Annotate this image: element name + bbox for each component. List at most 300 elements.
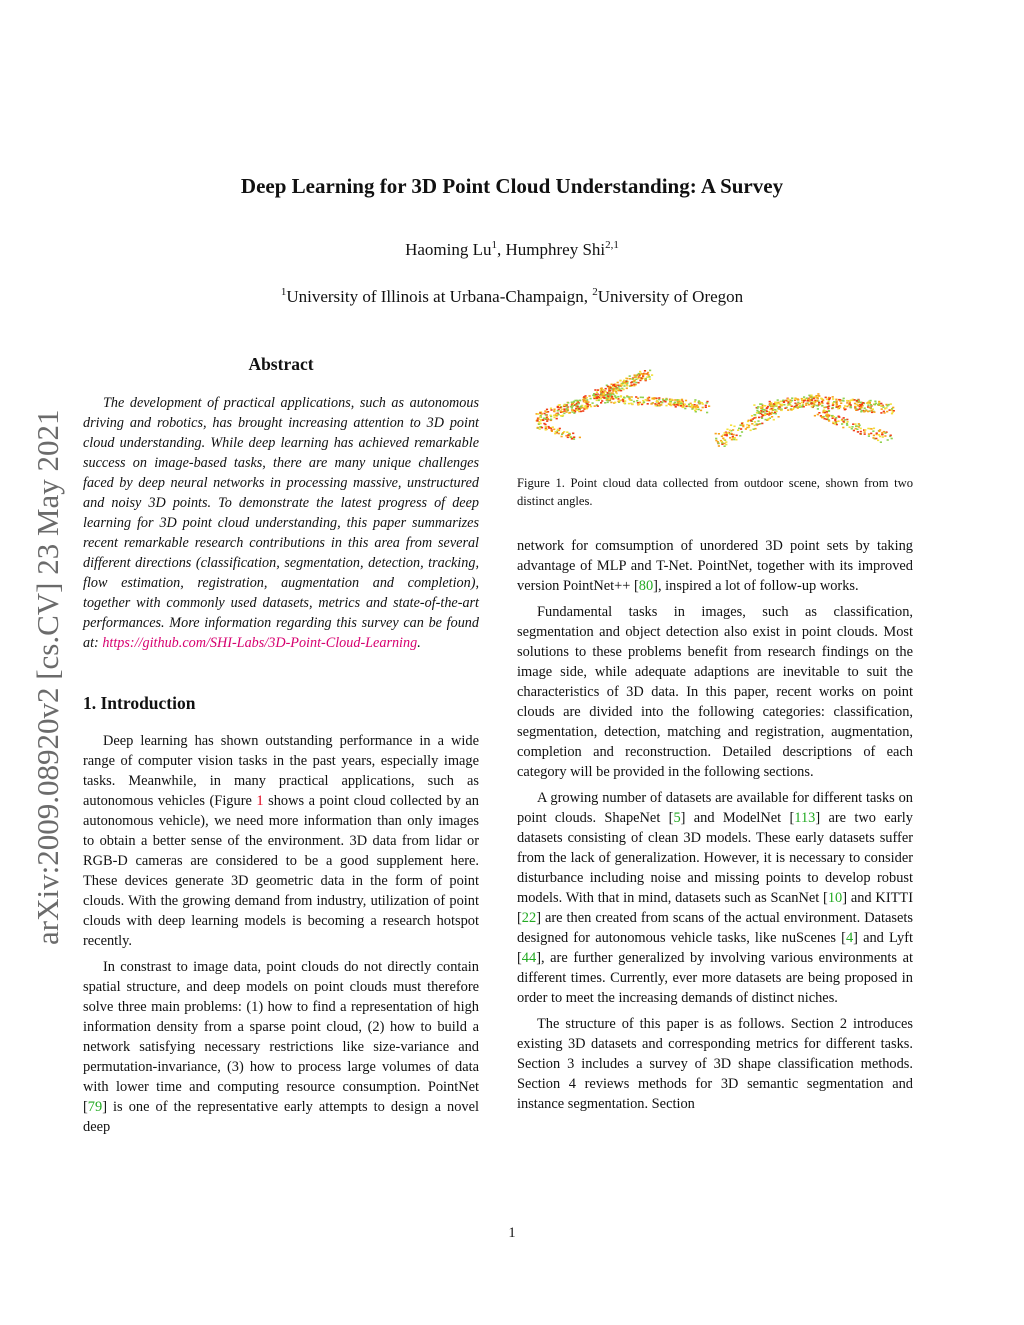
point-cloud-point <box>691 408 693 410</box>
point-cloud-point <box>636 400 638 402</box>
point-cloud-point <box>768 411 770 413</box>
point-cloud-point <box>578 408 580 410</box>
point-cloud-point <box>826 403 828 405</box>
point-cloud-point <box>612 384 614 386</box>
point-cloud-point <box>583 408 585 410</box>
point-cloud-point <box>784 407 786 409</box>
github-link[interactable]: https://github.com/SHI-Labs/3D-Point-Cloud-Learning <box>102 635 418 651</box>
point-cloud-point <box>629 375 631 377</box>
point-cloud-point <box>860 406 862 408</box>
point-cloud-point <box>541 427 543 429</box>
point-cloud-point <box>750 430 752 432</box>
point-cloud-point <box>573 436 575 438</box>
point-cloud-point <box>725 444 727 446</box>
point-cloud-point <box>843 417 845 419</box>
point-cloud-point <box>796 405 798 407</box>
point-cloud-point <box>607 386 609 388</box>
point-cloud-point <box>649 378 651 380</box>
point-cloud-point <box>540 415 542 417</box>
point-cloud-point <box>878 431 880 433</box>
point-cloud-point <box>805 403 807 405</box>
point-cloud-point <box>620 390 622 392</box>
point-cloud-point <box>881 408 883 410</box>
point-cloud-point <box>658 399 660 401</box>
point-cloud-point <box>633 401 635 403</box>
point-cloud-point <box>766 408 768 410</box>
point-cloud-point <box>833 416 835 418</box>
point-cloud-point <box>838 416 840 418</box>
point-cloud-point <box>844 405 846 407</box>
point-cloud-point <box>675 406 677 408</box>
point-cloud-point <box>630 403 632 405</box>
point-cloud-point <box>807 400 809 402</box>
point-cloud-point <box>573 438 575 440</box>
point-cloud-point <box>601 400 603 402</box>
point-cloud-point <box>631 378 633 380</box>
point-cloud-point <box>655 405 657 407</box>
point-cloud-point <box>888 404 890 406</box>
point-cloud-point <box>547 418 549 420</box>
point-cloud-point <box>661 402 663 404</box>
point-cloud-point <box>628 398 630 400</box>
point-cloud-point <box>586 397 588 399</box>
point-cloud-point <box>718 443 720 445</box>
point-cloud-point <box>758 417 760 419</box>
point-cloud-point <box>617 388 619 390</box>
point-cloud-point <box>648 400 650 402</box>
point-cloud-point <box>614 390 616 392</box>
point-cloud-point <box>737 429 739 431</box>
point-cloud-point <box>846 419 848 421</box>
point-cloud-point <box>809 400 811 402</box>
point-cloud-point <box>781 410 783 412</box>
point-cloud-point <box>611 396 613 398</box>
point-cloud-point <box>774 409 776 411</box>
text-run: network for comsumption of unordered 3D point sets by taking advantage of MLP and T-Net. PointNet, together with its improved version PointNet++ [ <box>517 538 913 594</box>
point-cloud-point <box>753 414 755 416</box>
point-cloud-point <box>852 423 854 425</box>
point-cloud-point <box>859 433 861 435</box>
citation-link[interactable]: 5 <box>673 810 681 826</box>
point-cloud-point <box>794 399 796 401</box>
point-cloud-point <box>839 406 841 408</box>
point-cloud-point <box>649 370 651 372</box>
point-cloud-point <box>559 407 561 409</box>
point-cloud-point <box>655 398 657 400</box>
point-cloud-point <box>876 432 878 434</box>
point-cloud-point <box>769 401 771 403</box>
point-cloud-point <box>543 413 545 415</box>
affiliation: University of Illinois at Urbana-Champaign, <box>286 287 593 306</box>
point-cloud-point <box>630 382 632 384</box>
point-cloud-point <box>685 400 687 402</box>
figure-ref-link[interactable]: 1 <box>256 793 264 809</box>
point-cloud-point <box>624 400 626 402</box>
text-run: ], inspired a lot of follow-up works. <box>653 578 859 594</box>
point-cloud-point <box>628 403 630 405</box>
point-cloud-point <box>811 406 813 408</box>
point-cloud-point <box>638 373 640 375</box>
point-cloud-point <box>566 408 568 410</box>
point-cloud-point <box>613 388 615 390</box>
point-cloud-point <box>810 403 812 405</box>
point-cloud-point <box>684 408 686 410</box>
point-cloud-point <box>638 403 640 405</box>
author-list <box>0 240 1024 260</box>
point-cloud-point <box>539 412 541 414</box>
point-cloud-point <box>756 423 758 425</box>
point-cloud-point <box>768 418 770 420</box>
point-cloud-point <box>694 399 696 401</box>
point-cloud-point <box>580 411 582 413</box>
point-cloud-point <box>678 399 680 401</box>
point-cloud-point <box>618 385 620 387</box>
point-cloud-point <box>790 401 792 403</box>
figure-1 <box>517 360 913 456</box>
point-cloud-point <box>616 393 618 395</box>
citation-link[interactable]: 10 <box>827 890 843 906</box>
point-cloud-point <box>797 403 799 405</box>
point-cloud-point <box>544 418 546 420</box>
point-cloud-point <box>853 430 855 432</box>
point-cloud-point <box>550 408 552 410</box>
point-cloud-point <box>879 436 881 438</box>
point-cloud-point <box>691 406 693 408</box>
point-cloud-point <box>592 402 594 404</box>
point-cloud-point <box>563 408 565 410</box>
point-cloud-point <box>608 390 610 392</box>
point-cloud-point <box>849 403 851 405</box>
text-run: A growing number of datasets are available for different tasks on point clouds. ShapeNet [ <box>517 790 913 826</box>
point-cloud-point <box>696 405 698 407</box>
point-cloud-point <box>562 432 564 434</box>
point-cloud-point <box>558 404 560 406</box>
point-cloud-point <box>690 403 692 405</box>
point-cloud-point <box>603 396 605 398</box>
point-cloud-point <box>647 372 649 374</box>
point-cloud-point <box>850 407 852 409</box>
point-cloud-point <box>697 406 699 408</box>
point-cloud-point <box>824 412 826 414</box>
point-cloud-point <box>596 397 598 399</box>
point-cloud-point <box>856 408 858 410</box>
right-column <box>517 360 913 1120</box>
point-cloud-point <box>754 421 756 423</box>
point-cloud-point <box>834 423 836 425</box>
point-cloud-point <box>552 426 554 428</box>
point-cloud-point <box>642 400 644 402</box>
point-cloud-point <box>721 436 723 438</box>
point-cloud-point <box>605 395 607 397</box>
point-cloud-point <box>558 414 560 416</box>
point-cloud-point <box>860 402 862 404</box>
point-cloud-point <box>546 409 548 411</box>
point-cloud-point <box>844 419 846 421</box>
point-cloud-point <box>846 402 848 404</box>
point-cloud-point <box>623 385 625 387</box>
point-cloud-point <box>856 429 858 431</box>
point-cloud-point <box>608 399 610 401</box>
point-cloud-point <box>883 412 885 414</box>
point-cloud-point <box>603 393 605 395</box>
point-cloud-point <box>807 398 809 400</box>
point-cloud-point <box>870 428 872 430</box>
point-cloud-point <box>540 420 542 422</box>
right-paragraph-4: The structure of this paper is as follows. Section 2 introduces existing 3D datasets and corresponding metrics for different tasks. Section 3 includes a survey of 3D shape classification methods. Section 4 reviews methods for 3D semantic segmentation and instance segmentation. Section <box>517 1016 913 1112</box>
point-cloud-point <box>567 402 569 404</box>
point-cloud-point <box>822 417 824 419</box>
point-cloud-point <box>748 425 750 427</box>
point-cloud-point <box>657 401 659 403</box>
point-cloud-point <box>871 410 873 412</box>
point-cloud-point <box>601 387 603 389</box>
point-cloud-point <box>739 424 741 426</box>
point-cloud-point <box>854 403 856 405</box>
intro-paragraph-1 <box>83 731 479 951</box>
point-cloud-point <box>846 424 848 426</box>
point-cloud-point <box>872 430 874 432</box>
point-cloud-point <box>538 421 540 423</box>
point-cloud-point <box>721 443 723 445</box>
point-cloud-point <box>846 400 848 402</box>
point-cloud-point <box>536 420 538 422</box>
point-cloud-point <box>878 434 880 436</box>
author-name: Humphrey Shi <box>505 240 606 259</box>
point-cloud-point <box>841 423 843 425</box>
point-cloud-point <box>832 422 834 424</box>
point-cloud-point <box>589 404 591 406</box>
point-cloud-point <box>882 436 884 438</box>
point-cloud-point <box>884 435 886 437</box>
point-cloud-point <box>729 433 731 435</box>
point-cloud-point <box>698 400 700 402</box>
point-cloud-point <box>836 401 838 403</box>
point-cloud-point <box>877 440 879 442</box>
point-cloud-point <box>817 393 819 395</box>
point-cloud-point <box>875 403 877 405</box>
point-cloud-point <box>600 398 602 400</box>
point-cloud-point <box>775 413 777 415</box>
point-cloud-point <box>756 408 758 410</box>
point-cloud-point <box>805 404 807 406</box>
point-cloud-point <box>639 402 641 404</box>
point-cloud-point <box>771 408 773 410</box>
point-cloud-point <box>892 407 894 409</box>
point-cloud-point <box>794 406 796 408</box>
point-cloud-point <box>810 395 812 397</box>
affiliation: University of Oregon <box>597 287 744 306</box>
point-cloud-point <box>839 400 841 402</box>
point-cloud-point <box>756 412 758 414</box>
point-cloud-point <box>826 411 828 413</box>
point-cloud-point <box>623 397 625 399</box>
point-cloud-point <box>670 405 672 407</box>
point-cloud-point <box>870 400 872 402</box>
point-cloud-point <box>622 399 624 401</box>
point-cloud-point <box>832 398 834 400</box>
citation-link[interactable]: 80 <box>638 578 654 594</box>
citation-link[interactable]: 22 <box>521 910 537 926</box>
point-cloud-point <box>615 391 617 393</box>
point-cloud-point <box>537 427 539 429</box>
point-cloud-point <box>537 413 539 415</box>
point-cloud-point <box>715 433 717 435</box>
point-cloud-point <box>671 399 673 401</box>
point-cloud-point <box>778 416 780 418</box>
point-cloud-point <box>645 378 647 380</box>
point-cloud-point <box>780 401 782 403</box>
point-cloud-point <box>724 434 726 436</box>
point-cloud-point <box>573 410 575 412</box>
abstract-body: The development of practical applications, such as autonomous driving and robotics, has brought increasing attention to 3D point cloud understanding. While deep learning has achieved remarkable success on image-based tasks, there are many unique challenges faced by deep neural networks in processing massive, unstructured and noisy 3D points. To demonstrate the latest progress of deep learning for 3D point cloud understanding, this paper summarizes recent remarkable research contributions in this area from several different directions (classification, segmentation, detection, tracking, flow estimation, registration, augmentation and completion), together with commonly used datasets, metrics and state-of-the-art performances. More information regarding this survey can be found at: <box>83 395 479 651</box>
point-cloud-point <box>791 397 793 399</box>
point-cloud-point <box>617 382 619 384</box>
arxiv-identifier: arXiv:2009.08920v2 [cs.CV] 23 May 2021 <box>30 409 65 945</box>
point-cloud-point <box>829 398 831 400</box>
point-cloud-point <box>884 408 886 410</box>
author-separator: , <box>497 240 506 259</box>
point-cloud-point <box>561 411 563 413</box>
point-cloud-point <box>542 419 544 421</box>
point-cloud-point <box>586 407 588 409</box>
point-cloud-point <box>753 417 755 419</box>
point-cloud-point <box>706 402 708 404</box>
point-cloud-point <box>868 433 870 435</box>
point-cloud-point <box>681 399 683 401</box>
point-cloud-point <box>619 380 621 382</box>
point-cloud-point <box>725 441 727 443</box>
point-cloud-point <box>698 409 700 411</box>
point-cloud-point <box>818 395 820 397</box>
point-cloud-point <box>555 431 557 433</box>
point-cloud-point <box>676 404 678 406</box>
point-cloud-point <box>811 399 813 401</box>
point-cloud-point <box>857 431 859 433</box>
point-cloud-point <box>556 414 558 416</box>
point-cloud-point <box>556 418 558 420</box>
point-cloud-point <box>626 382 628 384</box>
point-cloud-point <box>870 404 872 406</box>
point-cloud-point <box>637 398 639 400</box>
point-cloud-point <box>789 404 791 406</box>
point-cloud-point <box>801 402 803 404</box>
right-paragraph-1 <box>517 536 913 596</box>
point-cloud-point <box>642 397 644 399</box>
point-cloud-point <box>849 426 851 428</box>
point-cloud-point <box>611 392 613 394</box>
point-cloud-point <box>754 425 756 427</box>
point-cloud-point <box>870 433 872 435</box>
point-cloud-point <box>813 401 815 403</box>
point-cloud-point <box>790 409 792 411</box>
point-cloud-point <box>878 401 880 403</box>
left-column <box>83 354 479 1143</box>
text-run: ] and ModelNet [ <box>680 810 795 826</box>
point-cloud-point <box>857 402 859 404</box>
point-cloud-point <box>604 391 606 393</box>
point-cloud-point <box>566 406 568 408</box>
point-cloud-point <box>680 405 682 407</box>
point-cloud-point <box>577 403 579 405</box>
point-cloud-point <box>583 396 585 398</box>
point-cloud-point <box>609 387 611 389</box>
point-cloud-point <box>567 434 569 436</box>
point-cloud-point <box>695 406 697 408</box>
point-cloud-point <box>814 415 816 417</box>
point-cloud-point <box>764 405 766 407</box>
point-cloud-point <box>762 415 764 417</box>
point-cloud-point <box>843 407 845 409</box>
point-cloud-point <box>546 420 548 422</box>
point-cloud-point <box>869 407 871 409</box>
author-affil-mark: 1 <box>491 239 497 251</box>
point-cloud-point <box>727 432 729 434</box>
point-cloud-point <box>566 411 568 413</box>
point-cloud-point <box>890 403 892 405</box>
point-cloud-point <box>647 374 649 376</box>
point-cloud-point <box>615 384 617 386</box>
point-cloud-point <box>787 398 789 400</box>
point-cloud-point <box>842 421 844 423</box>
point-cloud-point <box>816 400 818 402</box>
citation-link[interactable]: 79 <box>87 1099 103 1115</box>
point-cloud-point <box>618 386 620 388</box>
point-cloud-point <box>557 410 559 412</box>
point-cloud-point <box>880 405 882 407</box>
point-cloud-point <box>546 411 548 413</box>
point-cloud-point <box>761 403 763 405</box>
point-cloud-point <box>557 429 559 431</box>
point-cloud-point <box>705 405 707 407</box>
text-run: Deep learning has shown outstanding performance in a wide range of computer vision tasks in the past years, especially image tasks. Meanwhile, in many practical applications, such as autonomous vehicles (Figure <box>83 733 479 809</box>
text-run: ] are then created from scans of the actual environment. Datasets designed for autonomous vehicle tasks, like nuScenes [ <box>517 910 913 946</box>
point-cloud-point <box>637 382 639 384</box>
point-cloud-point <box>633 385 635 387</box>
point-cloud-point <box>553 409 555 411</box>
point-cloud-point <box>864 433 866 435</box>
point-cloud-point <box>573 412 575 414</box>
citation-link[interactable]: 113 <box>794 810 816 826</box>
point-cloud-point <box>828 420 830 422</box>
point-cloud-point <box>889 409 891 411</box>
point-cloud-point <box>799 403 801 405</box>
citation-link[interactable]: 44 <box>521 950 537 966</box>
point-cloud-point <box>837 420 839 422</box>
point-cloud-point <box>665 405 667 407</box>
intro-paragraph-2 <box>83 957 479 1137</box>
point-cloud-point <box>827 401 829 403</box>
point-cloud-point <box>803 406 805 408</box>
point-cloud-point <box>626 388 628 390</box>
point-cloud-point <box>623 389 625 391</box>
point-cloud-point <box>620 396 622 398</box>
point-cloud-point <box>635 382 637 384</box>
point-cloud-point <box>568 433 570 435</box>
point-cloud-point <box>617 396 619 398</box>
point-cloud-point <box>748 420 750 422</box>
point-cloud-point <box>643 401 645 403</box>
point-cloud-point <box>827 406 829 408</box>
point-cloud-point <box>733 434 735 436</box>
point-cloud-point <box>774 402 776 404</box>
point-cloud-point <box>875 438 877 440</box>
citation-link[interactable]: 4 <box>845 930 854 946</box>
point-cloud-point <box>600 391 602 393</box>
point-cloud-point <box>891 438 893 440</box>
point-cloud-point <box>565 435 567 437</box>
point-cloud-point <box>746 427 748 429</box>
point-cloud-point <box>724 432 726 434</box>
